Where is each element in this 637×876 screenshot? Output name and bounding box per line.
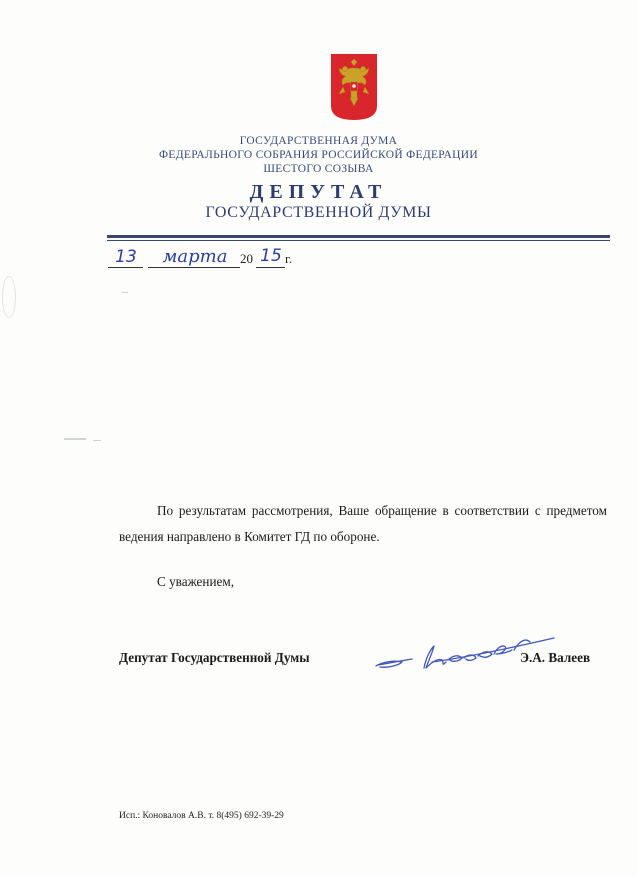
date-field (0, 248, 637, 272)
header-line-convocation: ШЕСТОГО СОЗЫВА (263, 163, 374, 175)
date-month-handwritten: марта (162, 246, 228, 267)
signatory-title: Депутат Государственной Думы (119, 650, 310, 665)
scan-speck (122, 292, 128, 293)
double-headed-eagle-icon (331, 54, 377, 120)
scan-speck (93, 440, 101, 441)
date-day-handwritten: 13 (115, 247, 137, 267)
header-divider-thick (107, 235, 610, 238)
header-subtitle: ГОСУДАРСТВЕННОЙ ДУМЫ (205, 204, 432, 221)
header-title: ДЕПУТАТ (249, 181, 388, 203)
header-line-duma: ГОСУДАРСТВЕННАЯ ДУМА (239, 135, 398, 147)
closing-regards: С уважением, (157, 574, 234, 589)
day-underline (108, 267, 143, 268)
executor-footer: Исп.: Коновалов А.В. т. 8(495) 692-39-29 (119, 811, 284, 821)
scan-speck (64, 438, 86, 440)
coat-of-arms-emblem (331, 54, 377, 120)
month-underline (148, 267, 240, 268)
letter-body (119, 498, 607, 550)
date-year-suffix: г. (285, 251, 293, 266)
year-underline (256, 267, 285, 268)
header-line-federal-assembly: ФЕДЕРАЛЬНОГО СОБРАНИЯ РОССИЙСКОЙ ФЕДЕРАЦИИ (159, 149, 478, 161)
body-paragraph: По результатам рассмотрения, Ваше обращение в соответствии с предметом ведения направлено в Комитет ГД по обороне. (119, 503, 607, 544)
header-divider-thin (107, 240, 610, 241)
signatory-name: Э.А. Валеев (520, 650, 591, 665)
date-year-handwritten: 15 (260, 246, 282, 266)
scan-hole-mark (2, 276, 16, 318)
date-year-prefix: 20 (240, 251, 253, 266)
